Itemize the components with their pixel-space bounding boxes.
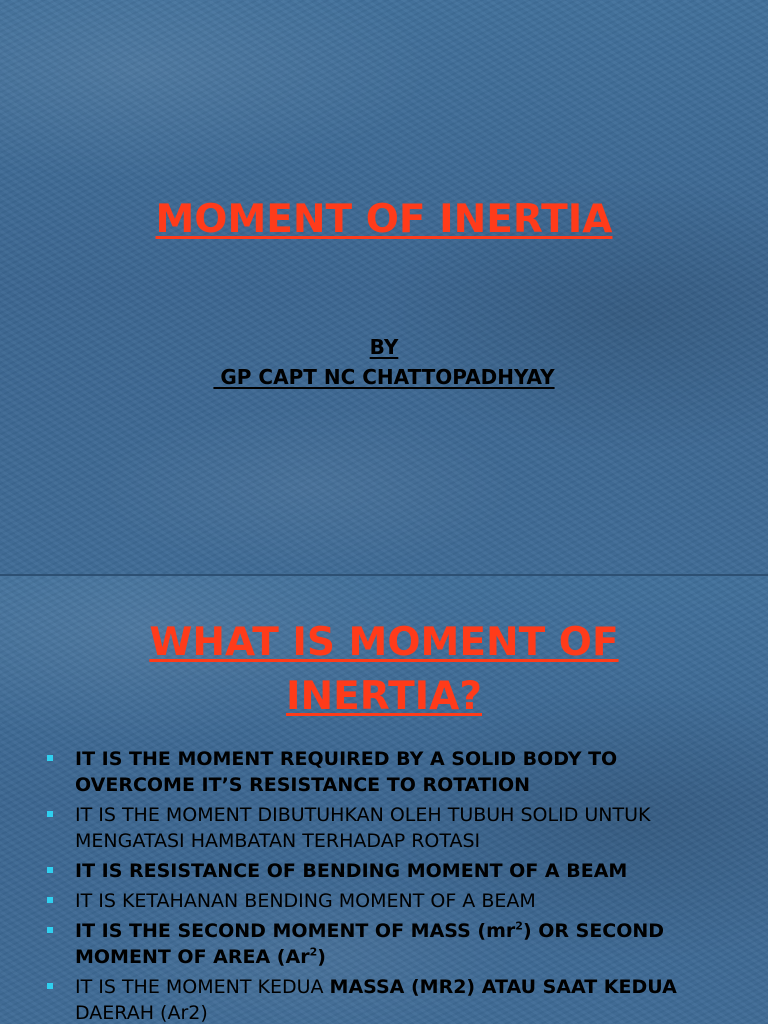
by-label: BY [369,335,399,359]
bullet-square-icon [47,927,53,933]
bullet-square-icon [47,811,53,817]
bullet-item: IT IS KETAHANAN BENDING MOMENT OF A BEAM [45,888,745,914]
slide-title: MOMENT OF INERTIA [155,197,613,242]
bullet-list [45,746,745,1024]
bullet-item: IT IS THE SECOND MOMENT OF MASS $(mr^2)$ OR SECOND MOMENT OF AREA (Ar$^2$) [45,918,745,970]
content-slide-title [100,616,668,724]
byline [0,332,768,392]
bullet-item: IT IS RESISTANCE OF BENDING MOMENT OF A BEAM [45,858,745,884]
bullet-square-icon [47,755,53,761]
bullet-item: IT IS THE MOMENT REQUIRED BY A SOLID BODY TO OVERCOME IT’S RESISTANCE TO ROTATION [45,746,745,798]
bullet-item: IT IS THE MOMENT DIBUTUHKAN OLEH TUBUH SOLID UNTUK MENGATASI HAMBATAN TERHADAP ROTASI [45,802,745,854]
author-row [0,362,768,392]
content-slide [0,576,768,1024]
bullet-square-icon [47,983,53,989]
bullet-square-icon [47,897,53,903]
title-line-1: WHAT IS MOMENT OF [149,620,619,665]
author-name: GP CAPT NC CHATTOPADHYAY [213,365,555,389]
bullet-square-icon [47,867,53,873]
bullet-item: IT IS THE MOMENT KEDUA MASSA (MR2) ATAU SAAT KEDUA DAERAH (Ar2) [45,974,745,1024]
title-line-2: INERTIA? [286,674,482,719]
by-label-row [0,332,768,362]
